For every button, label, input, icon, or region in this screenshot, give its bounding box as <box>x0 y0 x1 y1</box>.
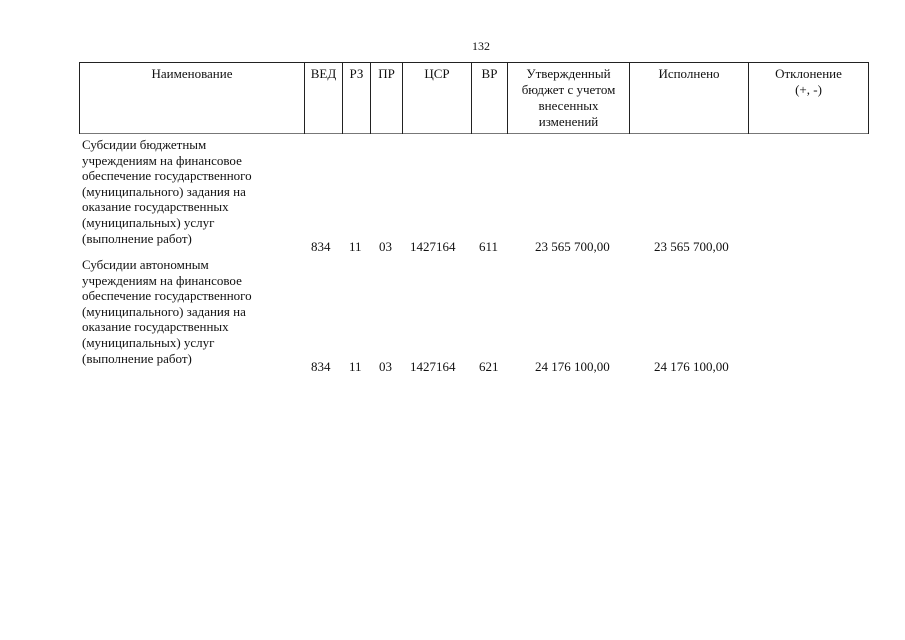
row-name-line: Субсидии автономным <box>82 257 209 272</box>
row-name-line: оказание государственных <box>82 199 229 215</box>
cell-rz: 11 <box>349 359 362 374</box>
cell-csr: 1427164 <box>410 239 456 254</box>
cell-executed: 23 565 700,00 <box>654 239 729 254</box>
header-name: Наименование <box>151 66 233 81</box>
row-name-line: учреждениям на финансовое <box>82 152 242 168</box>
row-name-line: (муниципального) задания на <box>82 183 246 199</box>
header-top-border <box>79 62 869 63</box>
col-divider <box>868 62 869 134</box>
row-name-line: оказание государственных <box>82 319 229 335</box>
header-pr: ПР <box>378 66 395 81</box>
row-name-line: обеспечение государственного <box>82 168 252 184</box>
page-number: 132 <box>472 39 490 53</box>
cell-csr: 1427164 <box>410 359 456 374</box>
cell-approved: 23 565 700,00 <box>535 239 610 254</box>
row-name-line: (выполнение работ) <box>82 230 192 246</box>
header-deviation-line: Отклонение <box>775 66 842 81</box>
cell-pr: 03 <box>379 239 392 254</box>
cell-vr: 611 <box>479 239 499 254</box>
row-name-line: (муниципальных) услуг <box>82 334 215 350</box>
header-deviation-line: (+, -) <box>795 82 822 97</box>
header-deviation <box>749 66 868 98</box>
header-approved-line: изменений <box>538 114 599 129</box>
row-name <box>82 257 307 366</box>
header-csr: ЦСР <box>424 66 450 81</box>
cell-vr: 621 <box>479 359 499 374</box>
cell-executed: 24 176 100,00 <box>654 359 729 374</box>
row-name <box>82 137 307 246</box>
row-name-line: (муниципального) задания на <box>82 303 246 319</box>
row-name-line: учреждениям на финансовое <box>82 272 242 288</box>
header-approved <box>508 66 629 130</box>
header-executed: Исполнено <box>658 66 720 81</box>
row-name-line: Субсидии бюджетным <box>82 137 207 152</box>
cell-ved: 834 <box>311 239 331 254</box>
header-vr: ВР <box>481 66 498 81</box>
cell-pr: 03 <box>379 359 392 374</box>
cell-rz: 11 <box>349 239 362 254</box>
header-approved-line: Утвержденный <box>526 66 611 81</box>
header-approved-line: внесенных <box>538 98 599 113</box>
header-ved: ВЕД <box>310 66 337 81</box>
cell-ved: 834 <box>311 359 331 374</box>
row-name-line: (выполнение работ) <box>82 350 192 366</box>
row-name-line: обеспечение государственного <box>82 288 252 304</box>
cell-approved: 24 176 100,00 <box>535 359 610 374</box>
header-rz: РЗ <box>349 66 364 81</box>
row-name-line: (муниципальных) услуг <box>82 214 215 230</box>
header-bottom-border <box>79 133 869 134</box>
header-approved-line: бюджет с учетом <box>521 82 616 97</box>
